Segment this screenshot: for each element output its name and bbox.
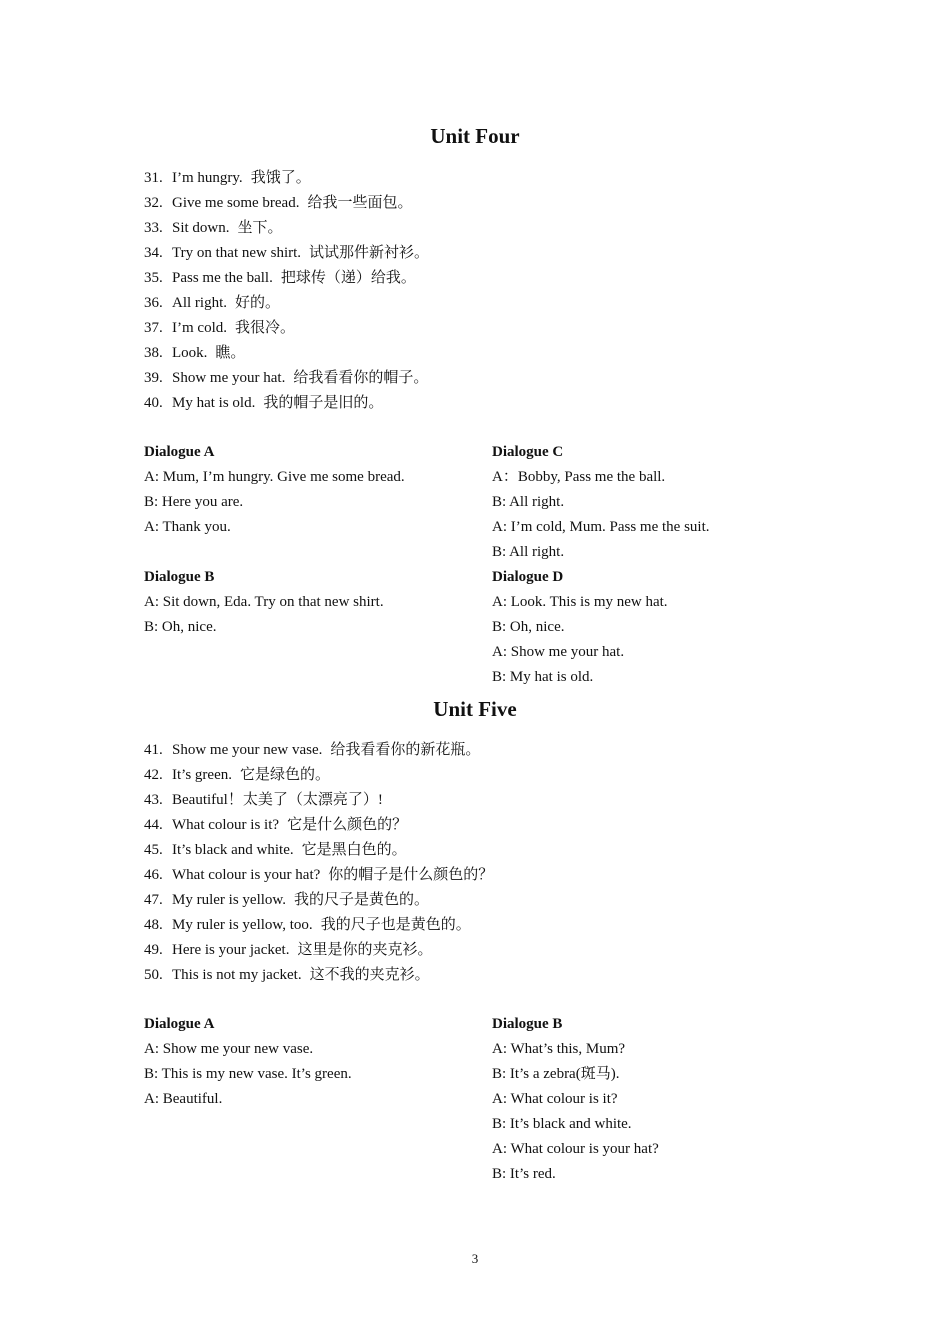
dialogue-line: B: It’s black and white. xyxy=(492,1116,632,1132)
dialogue-line: A: What colour is your hat? xyxy=(492,1141,659,1157)
unit-four-sentence-list xyxy=(144,166,824,416)
sentence-item: 45. It’s black and white. 它是黑白色的。 xyxy=(144,842,407,858)
dialogue-title: Dialogue A xyxy=(144,1016,215,1032)
dialogue-line: B: All right. xyxy=(492,544,565,560)
dialogue-a xyxy=(144,440,464,540)
dialogue-line: B: My hat is old. xyxy=(492,669,594,685)
sentence-item: 40. My hat is old. 我的帽子是旧的。 xyxy=(144,395,384,411)
dialogue-line: A: Show me your new vase. xyxy=(144,1041,314,1057)
sentence-item: 36. All right. 好的。 xyxy=(144,295,281,311)
dialogue-line: B: It’s a zebra(斑马). xyxy=(492,1066,620,1082)
dialogue-title: Dialogue D xyxy=(492,569,564,585)
dialogue-line: A: I’m cold, Mum. Pass me the suit. xyxy=(492,519,710,535)
dialogue-line: A: Thank you. xyxy=(144,519,231,535)
dialogue-line: B: Oh, nice. xyxy=(492,619,565,635)
dialogue-c xyxy=(492,440,812,565)
sentence-item: 49. Here is your jacket. 这里是你的夹克衫。 xyxy=(144,942,433,958)
sentence-item: 43. Beautiful！太美了（太漂亮了）! xyxy=(144,792,383,808)
dialogue-b xyxy=(492,1012,812,1187)
dialogue-a xyxy=(144,1012,464,1112)
dialogue-line: A：Bobby, Pass me the ball. xyxy=(492,469,666,485)
sentence-item: 50. This is not my jacket. 这不我的夹克衫。 xyxy=(144,967,430,983)
sentence-item: 48. My ruler is yellow, too. 我的尺子也是黄色的。 xyxy=(144,917,471,933)
dialogue-line: A: Mum, I’m hungry. Give me some bread. xyxy=(144,469,405,485)
page-number: 3 xyxy=(471,1251,479,1266)
dialogue-line: A: What’s this, Mum? xyxy=(492,1041,626,1057)
sentence-item: 33. Sit down. 坐下。 xyxy=(144,220,283,236)
dialogue-d xyxy=(492,565,812,690)
dialogue-line: B: It’s red. xyxy=(492,1166,556,1182)
dialogue-line: A: What colour is it? xyxy=(492,1091,618,1107)
dialogue-title: Dialogue B xyxy=(144,569,215,585)
sentence-item: 47. My ruler is yellow. 我的尺子是黄色的。 xyxy=(144,892,430,908)
dialogue-title: Dialogue B xyxy=(492,1016,563,1032)
sentence-item: 42. It’s green. 它是绿色的。 xyxy=(144,767,330,783)
dialogue-line: A: Show me your hat. xyxy=(492,644,625,660)
unit-four-left-column xyxy=(144,440,464,640)
dialogue-b xyxy=(144,565,464,640)
unit-five-sentence-list xyxy=(144,738,824,988)
dialogue-line: B: Here you are. xyxy=(144,494,244,510)
unit-four-title: Unit Four xyxy=(430,124,520,148)
sentence-item: 31. I’m hungry. 我饿了。 xyxy=(144,170,311,186)
unit-five-right-column xyxy=(492,1012,812,1187)
unit-five-left-column xyxy=(144,1012,464,1112)
sentence-item: 35. Pass me the ball. 把球传（递）给我。 xyxy=(144,270,416,286)
sentence-item: 44. What colour is it? 它是什么颜色的？ xyxy=(144,817,408,833)
dialogue-line: A: Beautiful. xyxy=(144,1091,223,1107)
dialogue-line: B: This is my new vase. It’s green. xyxy=(144,1066,352,1082)
sentence-item: 46. What colour is your hat? 你的帽子是什么颜色的？ xyxy=(144,867,494,883)
sentence-item: 39. Show me your hat. 给我看看你的帽子。 xyxy=(144,370,429,386)
dialogue-line: A: Sit down, Eda. Try on that new shirt. xyxy=(144,594,384,610)
sentence-item: 41. Show me your new vase. 给我看看你的新花瓶。 xyxy=(144,742,481,758)
sentence-item: 34. Try on that new shirt. 试试那件新衬衫。 xyxy=(144,245,430,261)
dialogue-line: A: Look. This is my new hat. xyxy=(492,594,668,610)
unit-five-title: Unit Five xyxy=(433,697,517,721)
dialogue-title: Dialogue A xyxy=(144,444,215,460)
dialogue-line: B: Oh, nice. xyxy=(144,619,217,635)
sentence-item: 38. Look. 瞧。 xyxy=(144,345,246,361)
sentence-item: 32. Give me some bread. 给我一些面包。 xyxy=(144,195,413,211)
dialogue-line: B: All right. xyxy=(492,494,565,510)
dialogue-title: Dialogue C xyxy=(492,444,564,460)
unit-four-right-column xyxy=(492,440,812,690)
sentence-item: 37. I’m cold. 我很冷。 xyxy=(144,320,295,336)
